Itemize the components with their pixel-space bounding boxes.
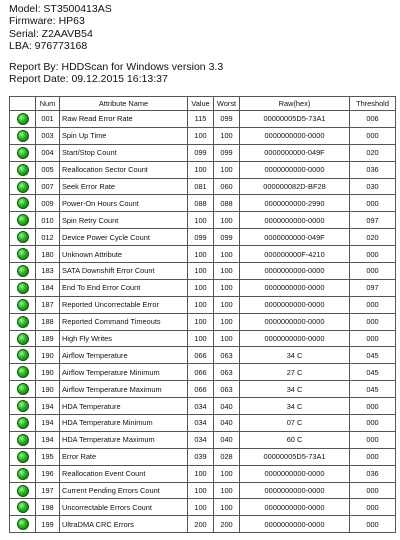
attribute-name: Raw Read Error Rate [60,111,188,128]
attribute-worst: 060 [214,178,240,195]
status-cell [10,144,36,161]
status-cell [10,161,36,178]
attribute-name: HDA Temperature [60,398,188,415]
attribute-worst: 040 [214,431,240,448]
attribute-worst: 099 [214,144,240,161]
attribute-name: Device Power Cycle Count [60,229,188,246]
status-cell [10,111,36,128]
table-row [10,313,396,330]
green-led-icon [17,333,29,345]
attribute-name: HDA Temperature Maximum [60,431,188,448]
attribute-num: 190 [36,381,60,398]
table-row [10,482,396,499]
attribute-name: Power-On Hours Count [60,195,188,212]
attribute-name: SATA Downshift Error Count [60,263,188,280]
status-cell [10,330,36,347]
attribute-raw: 0000000000-0000 [240,263,350,280]
attribute-raw: 0000000000-0000 [240,313,350,330]
attribute-raw: 0000000000-0000 [240,279,350,296]
attribute-raw: 0000000000-0000 [240,516,350,533]
attribute-worst: 028 [214,448,240,465]
attribute-value: 088 [188,195,214,212]
attribute-threshold: 020 [350,229,396,246]
attribute-value: 100 [188,296,214,313]
status-cell [10,263,36,280]
status-cell [10,229,36,246]
attribute-value: 100 [188,212,214,229]
green-led-icon [17,434,29,446]
status-cell [10,499,36,516]
status-column-header [10,97,36,111]
attribute-num: 190 [36,364,60,381]
lba-label: LBA: 976773168 [9,39,88,52]
status-cell [10,246,36,263]
attribute-name: Current Pending Errors Count [60,482,188,499]
attribute-num: 194 [36,415,60,432]
attribute-num: 001 [36,111,60,128]
attribute-name: HDA Temperature Minimum [60,415,188,432]
attribute-num: 194 [36,431,60,448]
attribute-threshold: 000 [350,296,396,313]
attribute-threshold: 000 [350,398,396,415]
green-led-icon [17,349,29,361]
status-cell [10,516,36,533]
report-info [9,61,223,86]
table-row [10,448,396,465]
table-row [10,246,396,263]
attribute-value: 100 [188,482,214,499]
attribute-value: 100 [188,246,214,263]
green-led-icon [17,451,29,463]
attribute-value: 100 [188,499,214,516]
status-cell [10,296,36,313]
attribute-worst: 100 [214,296,240,313]
attribute-num: 194 [36,398,60,415]
green-led-icon [17,417,29,429]
attribute-threshold: 000 [350,516,396,533]
attribute-value: 100 [188,161,214,178]
attribute-threshold: 000 [350,127,396,144]
attribute-value: 034 [188,398,214,415]
table-row [10,415,396,432]
green-led-icon [17,383,29,395]
attribute-worst: 200 [214,516,240,533]
attribute-threshold: 036 [350,465,396,482]
attribute-value: 099 [188,229,214,246]
green-led-icon [17,147,29,159]
attribute-worst: 100 [214,330,240,347]
attribute-value: 100 [188,330,214,347]
attribute-num: 189 [36,330,60,347]
table-row [10,195,396,212]
attribute-raw: 34 C [240,398,350,415]
status-cell [10,465,36,482]
green-led-icon [17,282,29,294]
green-led-icon [17,113,29,125]
status-cell [10,448,36,465]
attribute-raw: 000000082D-BF28 [240,178,350,195]
green-led-icon [17,400,29,412]
report-date-label: Report Date: 09.12.2015 16:13:37 [9,73,168,86]
attribute-name: End To End Error Count [60,279,188,296]
attribute-worst: 063 [214,364,240,381]
status-cell [10,398,36,415]
attribute-threshold: 000 [350,482,396,499]
value-column-header: Value [188,97,214,111]
attribute-num: 184 [36,279,60,296]
table-row [10,212,396,229]
attribute-worst: 099 [214,229,240,246]
attribute-value: 066 [188,347,214,364]
attribute-num: 005 [36,161,60,178]
green-led-icon [17,485,29,497]
attribute-threshold: 036 [350,161,396,178]
attribute-worst: 100 [214,313,240,330]
attribute-raw: 00000005D5-73A1 [240,448,350,465]
attribute-worst: 100 [214,482,240,499]
attribute-worst: 100 [214,127,240,144]
attribute-raw: 00000005D5-73A1 [240,111,350,128]
attribute-value: 039 [188,448,214,465]
status-cell [10,212,36,229]
attribute-num: 196 [36,465,60,482]
green-led-icon [17,181,29,193]
attribute-threshold: 000 [350,431,396,448]
table-row [10,516,396,533]
attribute-num: 003 [36,127,60,144]
attribute-worst: 100 [214,499,240,516]
attribute-num: 004 [36,144,60,161]
status-cell [10,415,36,432]
attribute-threshold: 000 [350,195,396,212]
attribute-num: 188 [36,313,60,330]
attribute-value: 115 [188,111,214,128]
table-row [10,364,396,381]
status-cell [10,431,36,448]
table-row [10,279,396,296]
attribute-value: 100 [188,465,214,482]
green-led-icon [17,501,29,513]
attribute-worst: 100 [214,212,240,229]
table-row [10,144,396,161]
attribute-value: 200 [188,516,214,533]
attribute-threshold: 097 [350,212,396,229]
attribute-raw: 0000000000-0000 [240,482,350,499]
table-row [10,330,396,347]
attribute-value: 081 [188,178,214,195]
firmware-label: Firmware: HP63 [9,15,85,28]
attribute-num: 190 [36,347,60,364]
attribute-value: 066 [188,364,214,381]
attribute-threshold: 045 [350,381,396,398]
attribute-value: 100 [188,127,214,144]
attribute-num: 183 [36,263,60,280]
attribute-threshold: 030 [350,178,396,195]
attribute-value: 034 [188,415,214,432]
attribute-name: Airflow Temperature Minimum [60,364,188,381]
attribute-worst: 100 [214,465,240,482]
attribute-raw: 34 C [240,381,350,398]
attribute-value: 100 [188,313,214,330]
attribute-name-column-header: Attribute Name [60,97,188,111]
status-cell [10,195,36,212]
attribute-raw: 0000000000-049F [240,229,350,246]
attribute-worst: 063 [214,347,240,364]
attribute-worst: 063 [214,381,240,398]
drive-info [9,3,112,52]
attribute-raw: 000000000F-4210 [240,246,350,263]
attribute-threshold: 045 [350,347,396,364]
table-row [10,229,396,246]
attribute-threshold: 000 [350,330,396,347]
status-cell [10,347,36,364]
attribute-name: Reallocation Event Count [60,465,188,482]
attribute-raw: 27 C [240,364,350,381]
table-row [10,465,396,482]
table-row [10,398,396,415]
serial-label: Serial: Z2AAVB54 [9,27,93,40]
attribute-raw: 34 C [240,347,350,364]
status-cell [10,482,36,499]
status-cell [10,127,36,144]
attribute-name: Start/Stop Count [60,144,188,161]
attribute-value: 066 [188,381,214,398]
attribute-threshold: 000 [350,246,396,263]
table-row [10,263,396,280]
table-row [10,431,396,448]
attribute-num: 009 [36,195,60,212]
attribute-raw: 07 C [240,415,350,432]
table-row [10,178,396,195]
worst-column-header: Worst [214,97,240,111]
attribute-name: Reported Uncorrectable Error [60,296,188,313]
attribute-num: 199 [36,516,60,533]
green-led-icon [17,468,29,480]
green-led-icon [17,316,29,328]
green-led-icon [17,366,29,378]
report-by-label: Report By: HDDScan for Windows version 3.3 [9,61,224,73]
attribute-threshold: 097 [350,279,396,296]
attribute-raw: 0000000000-0000 [240,330,350,347]
green-led-icon [17,265,29,277]
smart-attributes-table [9,96,396,533]
green-led-icon [17,214,29,226]
status-cell [10,279,36,296]
num-column-header: Num [36,97,60,111]
attribute-worst: 088 [214,195,240,212]
status-cell [10,364,36,381]
attribute-name: Spin Retry Count [60,212,188,229]
attribute-value: 100 [188,263,214,280]
attribute-value: 100 [188,279,214,296]
attribute-threshold: 020 [350,144,396,161]
attribute-threshold: 000 [350,448,396,465]
green-led-icon [17,130,29,142]
table-row [10,161,396,178]
attribute-threshold: 045 [350,364,396,381]
attribute-num: 195 [36,448,60,465]
attribute-name: Reported Command Timeouts [60,313,188,330]
attribute-num: 007 [36,178,60,195]
attribute-worst: 100 [214,161,240,178]
attribute-worst: 040 [214,415,240,432]
attribute-raw: 0000000000-049F [240,144,350,161]
table-row [10,296,396,313]
attribute-name: Uncorrectable Errors Count [60,499,188,516]
attribute-worst: 100 [214,263,240,280]
attribute-value: 034 [188,431,214,448]
green-led-icon [17,231,29,243]
attribute-worst: 100 [214,279,240,296]
attribute-name: Reallocation Sector Count [60,161,188,178]
attribute-name: Unknown Attribute [60,246,188,263]
attribute-threshold: 000 [350,313,396,330]
raw-column-header: Raw(hex) [240,97,350,111]
attribute-num: 010 [36,212,60,229]
attribute-name: Seek Error Rate [60,178,188,195]
attribute-raw: 0000000000-0000 [240,161,350,178]
attribute-name: High Fly Writes [60,330,188,347]
green-led-icon [17,248,29,260]
model-label: Model: ST3500413AS [9,3,112,15]
table-row [10,347,396,364]
status-cell [10,313,36,330]
attribute-raw: 0000000000-2990 [240,195,350,212]
status-cell [10,381,36,398]
green-led-icon [17,518,29,530]
attribute-threshold: 000 [350,499,396,516]
green-led-icon [17,197,29,209]
attribute-num: 187 [36,296,60,313]
attribute-name: UltraDMA CRC Errors [60,516,188,533]
threshold-column-header: Threshold [350,97,396,111]
attribute-name: Spin Up Time [60,127,188,144]
attribute-raw: 0000000000-0000 [240,127,350,144]
table-row [10,381,396,398]
attribute-raw: 60 C [240,431,350,448]
attribute-num: 012 [36,229,60,246]
green-led-icon [17,164,29,176]
attribute-threshold: 000 [350,263,396,280]
table-header-row [10,97,396,111]
attribute-num: 180 [36,246,60,263]
attribute-threshold: 000 [350,415,396,432]
attribute-raw: 0000000000-0000 [240,465,350,482]
attribute-raw: 0000000000-0000 [240,296,350,313]
attribute-num: 197 [36,482,60,499]
green-led-icon [17,299,29,311]
status-cell [10,178,36,195]
attribute-raw: 0000000000-0000 [240,499,350,516]
table-row [10,499,396,516]
attribute-worst: 100 [214,246,240,263]
attribute-raw: 0000000000-0000 [240,212,350,229]
attribute-value: 099 [188,144,214,161]
table-row [10,111,396,128]
attribute-num: 198 [36,499,60,516]
table-row [10,127,396,144]
attribute-name: Error Rate [60,448,188,465]
attribute-name: Airflow Temperature Maximum [60,381,188,398]
attribute-worst: 040 [214,398,240,415]
attribute-threshold: 006 [350,111,396,128]
attribute-worst: 099 [214,111,240,128]
attribute-name: Airflow Temperature [60,347,188,364]
